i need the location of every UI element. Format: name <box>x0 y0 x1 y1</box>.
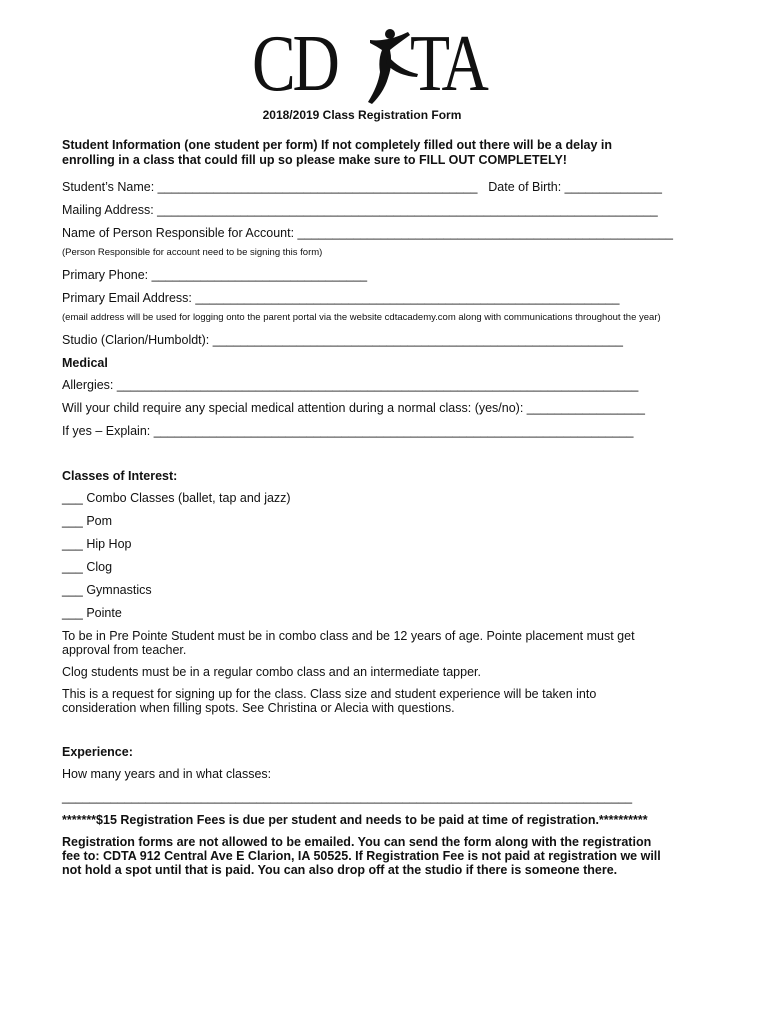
experience-question: How many years and in what classes: <box>62 767 272 781</box>
allergies-field[interactable]: Allergies: ___________________________________________________________________________ <box>62 378 639 392</box>
experience-heading: Experience: <box>62 745 133 759</box>
student-name-row <box>62 180 662 195</box>
primary-phone-field[interactable]: Primary Phone: _______________________________ <box>62 268 368 282</box>
class-option-hip-hop[interactable]: ___ Hip Hop <box>62 537 132 551</box>
email-note: (email address will be used for logging onto the parent portal via the website cdtacademy.com along with communications throughout the year) <box>62 312 661 323</box>
class-option-gymnastics[interactable]: ___ Gymnastics <box>62 583 152 597</box>
special-attention-field[interactable]: Will your child require any special medical attention during a normal class: (yes/no): _________________ <box>62 401 645 415</box>
mailing-address-field[interactable]: Mailing Address: ________________________________________________________________________ <box>62 203 658 217</box>
logo-text-left: CD <box>252 20 337 108</box>
explain-field[interactable]: If yes – Explain: _____________________________________________________________________ <box>62 424 634 438</box>
medical-heading: Medical <box>62 356 108 370</box>
cdta-logo <box>252 22 522 108</box>
experience-answer-line[interactable]: __________________________________________________________________________________ <box>62 790 633 804</box>
registration-instructions: Registration forms are not allowed to be emailed. You can send the form along with the registration fee to: CDTA 912 Central Ave E Clarion, IA 50525. If Registration Fee is not paid at registration we will not hold a spot until that is paid. You can also drop off at the studio if there is someone there. <box>62 835 661 877</box>
form-title: 2018/2019 Class Registration Form <box>262 108 462 122</box>
class-option-combo[interactable]: ___ Combo Classes (ballet, tap and jazz) <box>62 491 291 505</box>
student-name-field[interactable]: Student’s Name: ______________________________________________ <box>62 180 478 194</box>
request-note: This is a request for signing up for the class. Class size and student experience will be taken into consideration when filling spots. See Christina or Alecia with questions. <box>62 687 597 715</box>
class-option-clog[interactable]: ___ Clog <box>62 560 113 574</box>
date-of-birth-field[interactable]: Date of Birth: ______________ <box>488 180 662 194</box>
registration-fee-notice: *******$15 Registration Fees is due per student and needs to be paid at time of registration.********** <box>62 813 648 827</box>
primary-email-field[interactable]: Primary Email Address: _____________________________________________________________ <box>62 291 620 305</box>
class-option-pointe[interactable]: ___ Pointe <box>62 606 122 620</box>
classes-heading: Classes of Interest: <box>62 469 178 483</box>
responsible-note: (Person Responsible for account need to be signing this form) <box>62 247 323 258</box>
pointe-note: To be in Pre Pointe Student must be in combo class and be 12 years of age. Pointe placement must get approval from teacher. <box>62 629 635 657</box>
logo-text-right: TA <box>410 20 486 108</box>
responsible-person-field[interactable]: Name of Person Responsible for Account: ______________________________________________________ <box>62 226 673 240</box>
class-option-pom[interactable]: ___ Pom <box>62 514 113 528</box>
registration-form <box>62 108 673 885</box>
studio-field[interactable]: Studio (Clarion/Humboldt): ___________________________________________________________ <box>62 333 623 347</box>
intro-text: Student Information (one student per form) If not completely filled out there will be a delay in enrolling in a class that could fill up so please make sure to FILL OUT COMPLETELY! <box>62 138 613 167</box>
clog-note: Clog students must be in a regular combo class and an intermediate tapper. <box>62 665 481 679</box>
